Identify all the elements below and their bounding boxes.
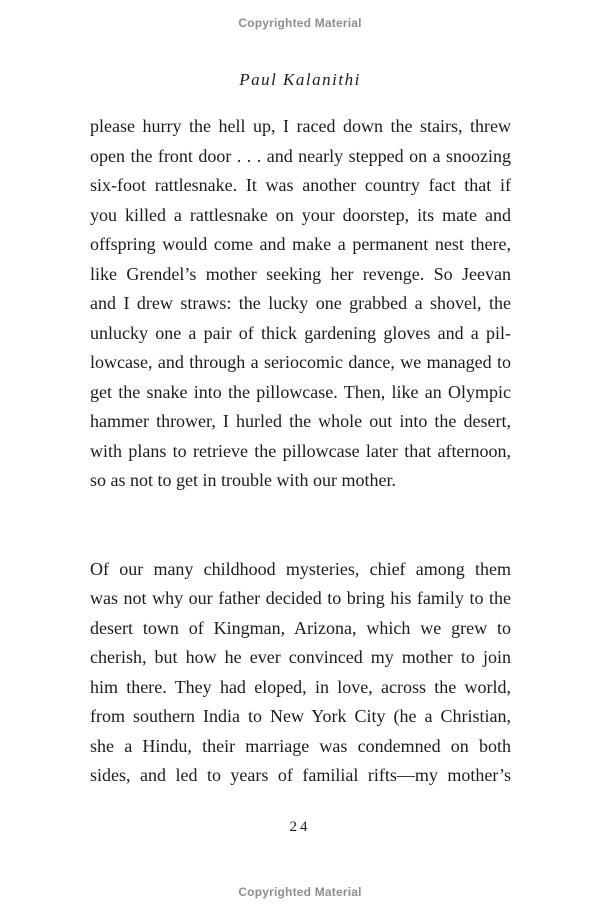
text-line: cherish, but how he ever convinced my mother to join: [90, 647, 511, 667]
text-line: offspring would come and make a permanent nest there,: [90, 234, 511, 254]
text-line: like Grendel’s mother seeking her revenge. So Jeevan: [90, 263, 511, 284]
text-line: hammer thrower, I hurled the whole out into the desert,: [90, 411, 511, 431]
text-line: unlucky one a pair of thick gardening gloves and a pil-: [90, 322, 511, 343]
text-line: and I drew straws: the lucky one grabbed a shovel, the: [90, 293, 511, 313]
text-line: desert town of Kingman, Arizona, which we grew to: [90, 617, 511, 638]
text-line: lowcase, and through a seriocomic dance, we managed to: [90, 352, 511, 372]
text-line: get the snake into the pillowcase. Then, like an Olympic: [90, 381, 511, 402]
page-number: 24: [289, 819, 311, 835]
paragraph-2: [90, 555, 511, 791]
text-line: she a Hindu, their marriage was condemned on both: [90, 735, 511, 756]
text-line: from southern India to New York City (he a Christian,: [90, 706, 511, 726]
text-line: so as not to get in trouble with our mother.: [90, 470, 396, 490]
text-line: six-foot rattlesnake. It was another country fact that if: [90, 175, 511, 195]
text-line: sides, and led to years of familial rifts—my mother’s: [90, 765, 511, 785]
text-line: him there. They had eloped, in love, across the world,: [90, 676, 511, 697]
text-line: please hurry the hell up, I raced down the stairs, threw: [90, 116, 511, 136]
paragraph-1: [90, 112, 511, 496]
running-header-author: Paul Kalanithi: [239, 70, 361, 89]
copyright-notice-bottom: Copyrighted Material: [238, 885, 362, 899]
text-line: Of our many childhood mysteries, chief among them: [90, 558, 511, 579]
text-line: you killed a rattlesnake on your doorstep, its mate and: [90, 204, 511, 225]
text-line: was not why our father decided to bring his family to the: [90, 588, 511, 608]
body-text: [90, 112, 511, 791]
copyright-notice-top: Copyrighted Material: [238, 16, 362, 30]
text-line: with plans to retrieve the pillowcase later that afternoon,: [90, 440, 511, 461]
text-line: open the front door . . . and nearly stepped on a snoozing: [90, 145, 511, 166]
